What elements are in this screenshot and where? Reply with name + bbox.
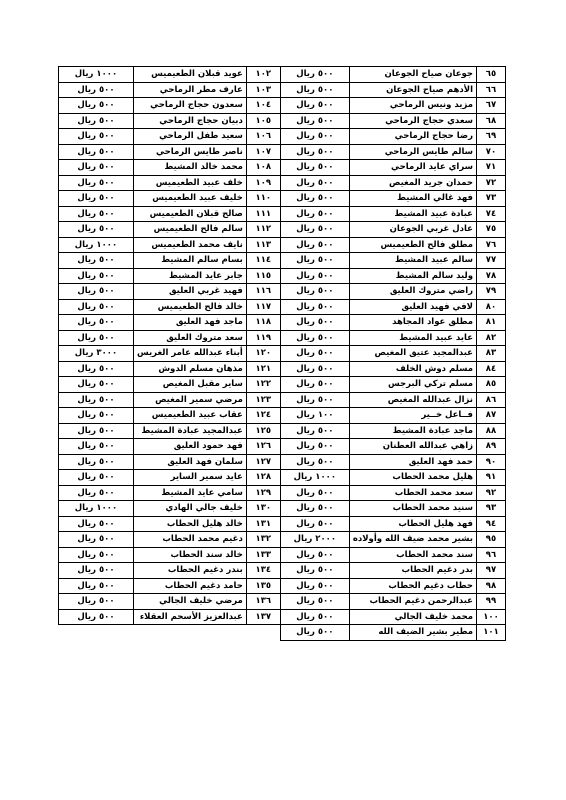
donor-number: ٧٣ xyxy=(477,191,506,207)
table-row xyxy=(58,206,505,222)
donation-amount: ٥٠٠ ريال xyxy=(280,594,349,610)
donor-number xyxy=(246,625,280,641)
donor-number: ١١٥ xyxy=(246,268,280,284)
donor-number: ١٢٣ xyxy=(246,392,280,408)
donation-amount: ٥٠٠ ريال xyxy=(280,377,349,393)
donor-name: سعد محمد الحطاب xyxy=(349,485,476,501)
donation-amount: ٥٠٠ ريال xyxy=(280,98,349,114)
donor-name: ماجد عبادة المشيط xyxy=(349,423,476,439)
donor-name: مسلم تركي البرجس xyxy=(349,377,476,393)
donor-number: ٧٦ xyxy=(477,237,506,253)
donor-number: ١٠٠ xyxy=(477,609,506,625)
donor-name: عبدالمجيد عبادة المشيط xyxy=(133,423,246,439)
donor-name: سعد متروك العليق xyxy=(133,330,246,346)
table-row xyxy=(58,144,505,160)
donor-number: ١١٩ xyxy=(246,330,280,346)
donor-number: ٨٥ xyxy=(477,377,506,393)
table-row xyxy=(58,423,505,439)
donor-number: ٧٤ xyxy=(477,206,506,222)
donor-name: خليف جالي الهادي xyxy=(133,501,246,517)
donor-name: مزيد ونيس الرماحي xyxy=(349,98,476,114)
donor-name: ماجد فهد العليق xyxy=(133,315,246,331)
donation-amount: ٥٠٠ ريال xyxy=(280,485,349,501)
donation-amount: ٥٠٠ ريال xyxy=(58,547,133,563)
donation-amount: ٥٠٠ ريال xyxy=(280,175,349,191)
donor-name: خالد هليل الحطاب xyxy=(133,516,246,532)
donation-amount: ٢٠٠٠ ريال xyxy=(280,532,349,548)
table-row xyxy=(58,563,505,579)
table-row xyxy=(58,501,505,517)
donation-amount: ٥٠٠ ريال xyxy=(280,361,349,377)
donation-amount: ٥٠٠ ريال xyxy=(58,299,133,315)
donation-amount: ١٠٠ ريال xyxy=(280,408,349,424)
donor-name: مرضي خليف الجالي xyxy=(133,594,246,610)
donor-name xyxy=(133,625,246,641)
donation-amount: ٥٠٠ ريال xyxy=(58,98,133,114)
donor-number: ١١٠ xyxy=(246,191,280,207)
donation-amount: ٥٠٠ ريال xyxy=(280,563,349,579)
donor-number: ١٣٧ xyxy=(246,609,280,625)
donor-name: عقاب عبيد الطعيميس xyxy=(133,408,246,424)
donor-name: سعيد طفل الرماحي xyxy=(133,129,246,145)
donor-number: ١١٧ xyxy=(246,299,280,315)
donor-number: ١١٦ xyxy=(246,284,280,300)
donor-number: ١٠٥ xyxy=(246,113,280,129)
donor-number: ٧٧ xyxy=(477,253,506,269)
table-row xyxy=(58,532,505,548)
table-row xyxy=(58,361,505,377)
donation-amount: ٥٠٠ ريال xyxy=(58,330,133,346)
donor-number: ٩٦ xyxy=(477,547,506,563)
donor-name: خالد سند الحطاب xyxy=(133,547,246,563)
table-row xyxy=(58,516,505,532)
donor-name: عبدالعزيز الأسحم العقلاء xyxy=(133,609,246,625)
donation-amount: ٥٠٠ ريال xyxy=(280,144,349,160)
donation-amount: ٥٠٠ ريال xyxy=(58,609,133,625)
donation-amount: ٥٠٠ ريال xyxy=(58,594,133,610)
donation-amount: ٥٠٠ ريال xyxy=(280,268,349,284)
donor-number: ٨٦ xyxy=(477,392,506,408)
donors-table-body xyxy=(58,67,505,641)
donor-number: ١٣٥ xyxy=(246,578,280,594)
donor-name: فهد هليل الحطاب xyxy=(349,516,476,532)
donation-amount: ٥٠٠ ريال xyxy=(58,563,133,579)
donor-number: ١٠٢ xyxy=(246,67,280,83)
table-row xyxy=(58,439,505,455)
donor-number: ١٢٦ xyxy=(246,439,280,455)
donation-amount: ٥٠٠ ريال xyxy=(58,129,133,145)
donor-number: ١٣٤ xyxy=(246,563,280,579)
donor-number: ٧٢ xyxy=(477,175,506,191)
donor-name: سالم عبيد المشيط xyxy=(349,253,476,269)
donor-name: دبيان حجاج الرماحي xyxy=(133,113,246,129)
donation-amount: ٥٠٠ ريال xyxy=(58,315,133,331)
donor-number: ٧٩ xyxy=(477,284,506,300)
donor-name: عبادة عبيد المشيط xyxy=(349,206,476,222)
donor-number: ٨٢ xyxy=(477,330,506,346)
donor-number: ١٣١ xyxy=(246,516,280,532)
donor-name: سراي عايد الرماحي xyxy=(349,160,476,176)
table-row xyxy=(58,547,505,563)
donor-number: ١٢٧ xyxy=(246,454,280,470)
donor-number: ١٠٤ xyxy=(246,98,280,114)
donation-amount: ٥٠٠ ريال xyxy=(58,82,133,98)
donor-name: بسام سالم المشيط xyxy=(133,253,246,269)
donor-number: ٩٣ xyxy=(477,501,506,517)
donor-name: حمدان جريد المغيص xyxy=(349,175,476,191)
donor-number: ٨٧ xyxy=(477,408,506,424)
donor-name: حطاب دغيم الحطاب xyxy=(349,578,476,594)
donor-name: أبناء عبدالله عامر الغريس xyxy=(133,346,246,362)
table-row xyxy=(58,222,505,238)
donor-number: ١٣٠ xyxy=(246,501,280,517)
donor-number: ١٠٨ xyxy=(246,160,280,176)
donor-number: ٨٨ xyxy=(477,423,506,439)
donor-number: ٩٩ xyxy=(477,594,506,610)
donor-name: سالم فالح الطعيميس xyxy=(133,222,246,238)
donor-name: نايف محمد الطعيميس xyxy=(133,237,246,253)
donor-name: زاهي عبدالله العطنان xyxy=(349,439,476,455)
donor-name: خليف عبيد الطعيميس xyxy=(133,191,246,207)
donor-name: لافي فهيد العليق xyxy=(349,299,476,315)
donation-amount: ٥٠٠ ريال xyxy=(58,268,133,284)
donor-number: ٦٩ xyxy=(477,129,506,145)
donor-number: ١٢٢ xyxy=(246,377,280,393)
donation-amount: ٥٠٠ ريال xyxy=(280,423,349,439)
donor-number: ٦٨ xyxy=(477,113,506,129)
table-row xyxy=(58,625,505,641)
table-row xyxy=(58,237,505,253)
donor-name: خلف عبيد الطعيميس xyxy=(133,175,246,191)
table-row xyxy=(58,253,505,269)
donor-number: ١١٨ xyxy=(246,315,280,331)
donor-number: ١٢٤ xyxy=(246,408,280,424)
donation-amount: ٥٠٠ ريال xyxy=(280,129,349,145)
donation-amount: ٥٠٠ ريال xyxy=(280,625,349,641)
table-row xyxy=(58,377,505,393)
donor-name: سعدي حجاج الرماحي xyxy=(349,113,476,129)
donation-amount xyxy=(58,625,133,641)
donation-amount: ٥٠٠ ريال xyxy=(280,454,349,470)
donation-amount: ٥٠٠ ريال xyxy=(58,144,133,160)
table-row xyxy=(58,284,505,300)
donation-amount: ٥٠٠ ريال xyxy=(58,408,133,424)
donor-number: ٩٨ xyxy=(477,578,506,594)
donation-amount: ٥٠٠ ريال xyxy=(58,423,133,439)
donation-amount: ٥٠٠ ريال xyxy=(58,377,133,393)
table-row xyxy=(58,594,505,610)
donor-name: مطير بشير الضيف الله xyxy=(349,625,476,641)
donation-amount: ٥٠٠ ريال xyxy=(58,439,133,455)
donor-number: ٦٥ xyxy=(477,67,506,83)
donation-amount: ٥٠٠ ريال xyxy=(280,299,349,315)
donation-amount: ٥٠٠ ريال xyxy=(58,191,133,207)
donor-name: بشير محمد ضيف الله وأولاده xyxy=(349,532,476,548)
donors-table xyxy=(58,66,506,641)
table-row xyxy=(58,408,505,424)
donation-amount: ٥٠٠ ريال xyxy=(280,191,349,207)
donor-name: عبدالرحمن دغيم الحطاب xyxy=(349,594,476,610)
donor-name: دغيم محمد الحطاب xyxy=(133,532,246,548)
donation-amount: ٥٠٠ ريال xyxy=(58,113,133,129)
donation-amount: ٥٠٠ ريال xyxy=(280,237,349,253)
table-row xyxy=(58,609,505,625)
donor-number: ١٢١ xyxy=(246,361,280,377)
donor-number: ١٢٠ xyxy=(246,346,280,362)
donation-amount: ٥٠٠ ريال xyxy=(58,160,133,176)
donor-number: ١٣٣ xyxy=(246,547,280,563)
donation-amount: ١٠٠٠ ريال xyxy=(58,237,133,253)
donor-number: ١٣٢ xyxy=(246,532,280,548)
table-row xyxy=(58,98,505,114)
donation-amount: ٥٠٠ ريال xyxy=(58,175,133,191)
donation-amount: ١٠٠٠ ريال xyxy=(280,470,349,486)
table-row xyxy=(58,330,505,346)
donor-name: مسلم دوش الخلف xyxy=(349,361,476,377)
donor-number: ١١٤ xyxy=(246,253,280,269)
donor-number: ٨٣ xyxy=(477,346,506,362)
table-row xyxy=(58,268,505,284)
donor-number: ٦٧ xyxy=(477,98,506,114)
donation-amount: ٥٠٠ ريال xyxy=(280,330,349,346)
donor-name: عادل غربي الجوعان xyxy=(349,222,476,238)
donor-name: سنيد محمد الحطاب xyxy=(349,501,476,517)
donor-number: ٩٢ xyxy=(477,485,506,501)
donor-number: ١١١ xyxy=(246,206,280,222)
table-row xyxy=(58,113,505,129)
donation-amount: ١٠٠٠ ريال xyxy=(58,501,133,517)
donation-amount: ٥٠٠ ريال xyxy=(280,501,349,517)
donor-number: ٧٠ xyxy=(477,144,506,160)
donor-number: ١٢٨ xyxy=(246,470,280,486)
table-row xyxy=(58,346,505,362)
donation-amount: ٣٠٠٠ ريال xyxy=(58,346,133,362)
donor-name: فهيد غربي العليق xyxy=(133,284,246,300)
donor-name: مطلق فالح الطعيميس xyxy=(349,237,476,253)
donation-amount: ٥٠٠ ريال xyxy=(280,253,349,269)
table-row xyxy=(58,315,505,331)
donation-amount: ٥٠٠ ريال xyxy=(280,547,349,563)
table-row xyxy=(58,392,505,408)
donor-name: سلمان فهد العليق xyxy=(133,454,246,470)
donation-amount: ٥٠٠ ريال xyxy=(58,253,133,269)
donor-name: صالح قبلان الطعيميس xyxy=(133,206,246,222)
donor-name: عايد عبيد المشيط xyxy=(349,330,476,346)
donor-number: ١٠١ xyxy=(477,625,506,641)
donor-name: مطلق عواد المجاهد xyxy=(349,315,476,331)
donor-number: ٩٤ xyxy=(477,516,506,532)
donor-number: ٧٥ xyxy=(477,222,506,238)
donation-amount: ٥٠٠ ريال xyxy=(280,578,349,594)
donation-amount: ٥٠٠ ريال xyxy=(58,532,133,548)
donation-amount: ٥٠٠ ريال xyxy=(58,485,133,501)
donor-name: بندر دغيم الحطاب xyxy=(133,563,246,579)
donor-name: حمد فهد العليق xyxy=(349,454,476,470)
donation-amount: ٥٠٠ ريال xyxy=(58,222,133,238)
donor-name: سامي عايد المشيط xyxy=(133,485,246,501)
donor-number: ١١٣ xyxy=(246,237,280,253)
donation-amount: ٥٠٠ ريال xyxy=(280,609,349,625)
donor-name: رضا حجاج الرماحي xyxy=(349,129,476,145)
donor-name: محمد خليف الجالي xyxy=(349,609,476,625)
table-row xyxy=(58,578,505,594)
donation-amount: ٥٠٠ ريال xyxy=(280,113,349,129)
donor-number: ٨٠ xyxy=(477,299,506,315)
donor-number: ١١٢ xyxy=(246,222,280,238)
table-row xyxy=(58,454,505,470)
donor-name: فــاعل خــير xyxy=(349,408,476,424)
donor-number: ١٠٦ xyxy=(246,129,280,145)
donation-amount: ٥٠٠ ريال xyxy=(58,392,133,408)
donor-number: ٨٩ xyxy=(477,439,506,455)
donation-amount: ٥٠٠ ريال xyxy=(280,206,349,222)
donor-name: وليد سالم المشيط xyxy=(349,268,476,284)
donor-name: بدر دغيم الحطاب xyxy=(349,563,476,579)
donor-name: فهد حمود العليق xyxy=(133,439,246,455)
donation-amount: ١٠٠٠ ريال xyxy=(58,67,133,83)
donor-name: مذهان مسلم الدوش xyxy=(133,361,246,377)
donor-name: الأدهم صياح الجوعان xyxy=(349,82,476,98)
donation-amount: ٥٠٠ ريال xyxy=(58,454,133,470)
donation-amount: ٥٠٠ ريال xyxy=(280,315,349,331)
donation-amount: ٥٠٠ ريال xyxy=(58,284,133,300)
donation-amount: ٥٠٠ ريال xyxy=(58,578,133,594)
donor-name: خالد فالح الطعيميس xyxy=(133,299,246,315)
donor-number: ٨١ xyxy=(477,315,506,331)
donation-amount: ٥٠٠ ريال xyxy=(280,67,349,83)
donation-amount: ٥٠٠ ريال xyxy=(280,439,349,455)
donation-amount: ٥٠٠ ريال xyxy=(58,516,133,532)
donor-name: سعدون حجاج الرماحي xyxy=(133,98,246,114)
donor-name: عويد قبلان الطعيميس xyxy=(133,67,246,83)
donor-number: ٧٨ xyxy=(477,268,506,284)
table-row xyxy=(58,485,505,501)
donor-number: ١٠٧ xyxy=(246,144,280,160)
donor-name: راضي متروك العليق xyxy=(349,284,476,300)
donation-amount: ٥٠٠ ريال xyxy=(58,470,133,486)
donation-amount: ٥٠٠ ريال xyxy=(280,346,349,362)
donor-name: هليل محمد الحطاب xyxy=(349,470,476,486)
donor-number: ٩٠ xyxy=(477,454,506,470)
table-row xyxy=(58,160,505,176)
donor-name: محمد خالد المشيط xyxy=(133,160,246,176)
donor-name: جوعان صياح الجوعان xyxy=(349,67,476,83)
donor-name: حامد دغيم الحطاب xyxy=(133,578,246,594)
table-row xyxy=(58,470,505,486)
donor-name: عبدالمجيد عتيق المغيص xyxy=(349,346,476,362)
donation-amount: ٥٠٠ ريال xyxy=(280,516,349,532)
donor-name: ناصر طايس الرماحي xyxy=(133,144,246,160)
donation-amount: ٥٠٠ ريال xyxy=(280,160,349,176)
donor-number: ٩١ xyxy=(477,470,506,486)
table-row xyxy=(58,175,505,191)
table-row xyxy=(58,191,505,207)
donor-name: فهد غالي المشيط xyxy=(349,191,476,207)
donation-amount: ٥٠٠ ريال xyxy=(280,284,349,300)
donor-number: ١٠٣ xyxy=(246,82,280,98)
donor-number: ١٠٩ xyxy=(246,175,280,191)
table-row xyxy=(58,129,505,145)
donor-number: ٩٧ xyxy=(477,563,506,579)
donation-amount: ٥٠٠ ريال xyxy=(280,82,349,98)
donor-number: ٩٥ xyxy=(477,532,506,548)
donation-amount: ٥٠٠ ريال xyxy=(58,206,133,222)
donor-name: سالم طايس الرماحي xyxy=(349,144,476,160)
table-row xyxy=(58,82,505,98)
table-row xyxy=(58,299,505,315)
donor-name: عارف مطر الرماحي xyxy=(133,82,246,98)
donor-name: نزال عبدالله المغيص xyxy=(349,392,476,408)
donor-number: ١٣٦ xyxy=(246,594,280,610)
donor-name: جابر عايد المشيط xyxy=(133,268,246,284)
donor-name: ساير مقبل المغيص xyxy=(133,377,246,393)
donor-name: مرضي سمير المغيص xyxy=(133,392,246,408)
donor-number: ٧١ xyxy=(477,160,506,176)
donation-amount: ٥٠٠ ريال xyxy=(280,222,349,238)
donor-name: عايد سمير الساير xyxy=(133,470,246,486)
donation-amount: ٥٠٠ ريال xyxy=(58,361,133,377)
table-row xyxy=(58,67,505,83)
donation-amount: ٥٠٠ ريال xyxy=(280,392,349,408)
donor-name: سند محمد الحطاب xyxy=(349,547,476,563)
donor-number: ٦٦ xyxy=(477,82,506,98)
donor-number: ١٢٥ xyxy=(246,423,280,439)
donor-number: ١٢٩ xyxy=(246,485,280,501)
donor-number: ٨٤ xyxy=(477,361,506,377)
